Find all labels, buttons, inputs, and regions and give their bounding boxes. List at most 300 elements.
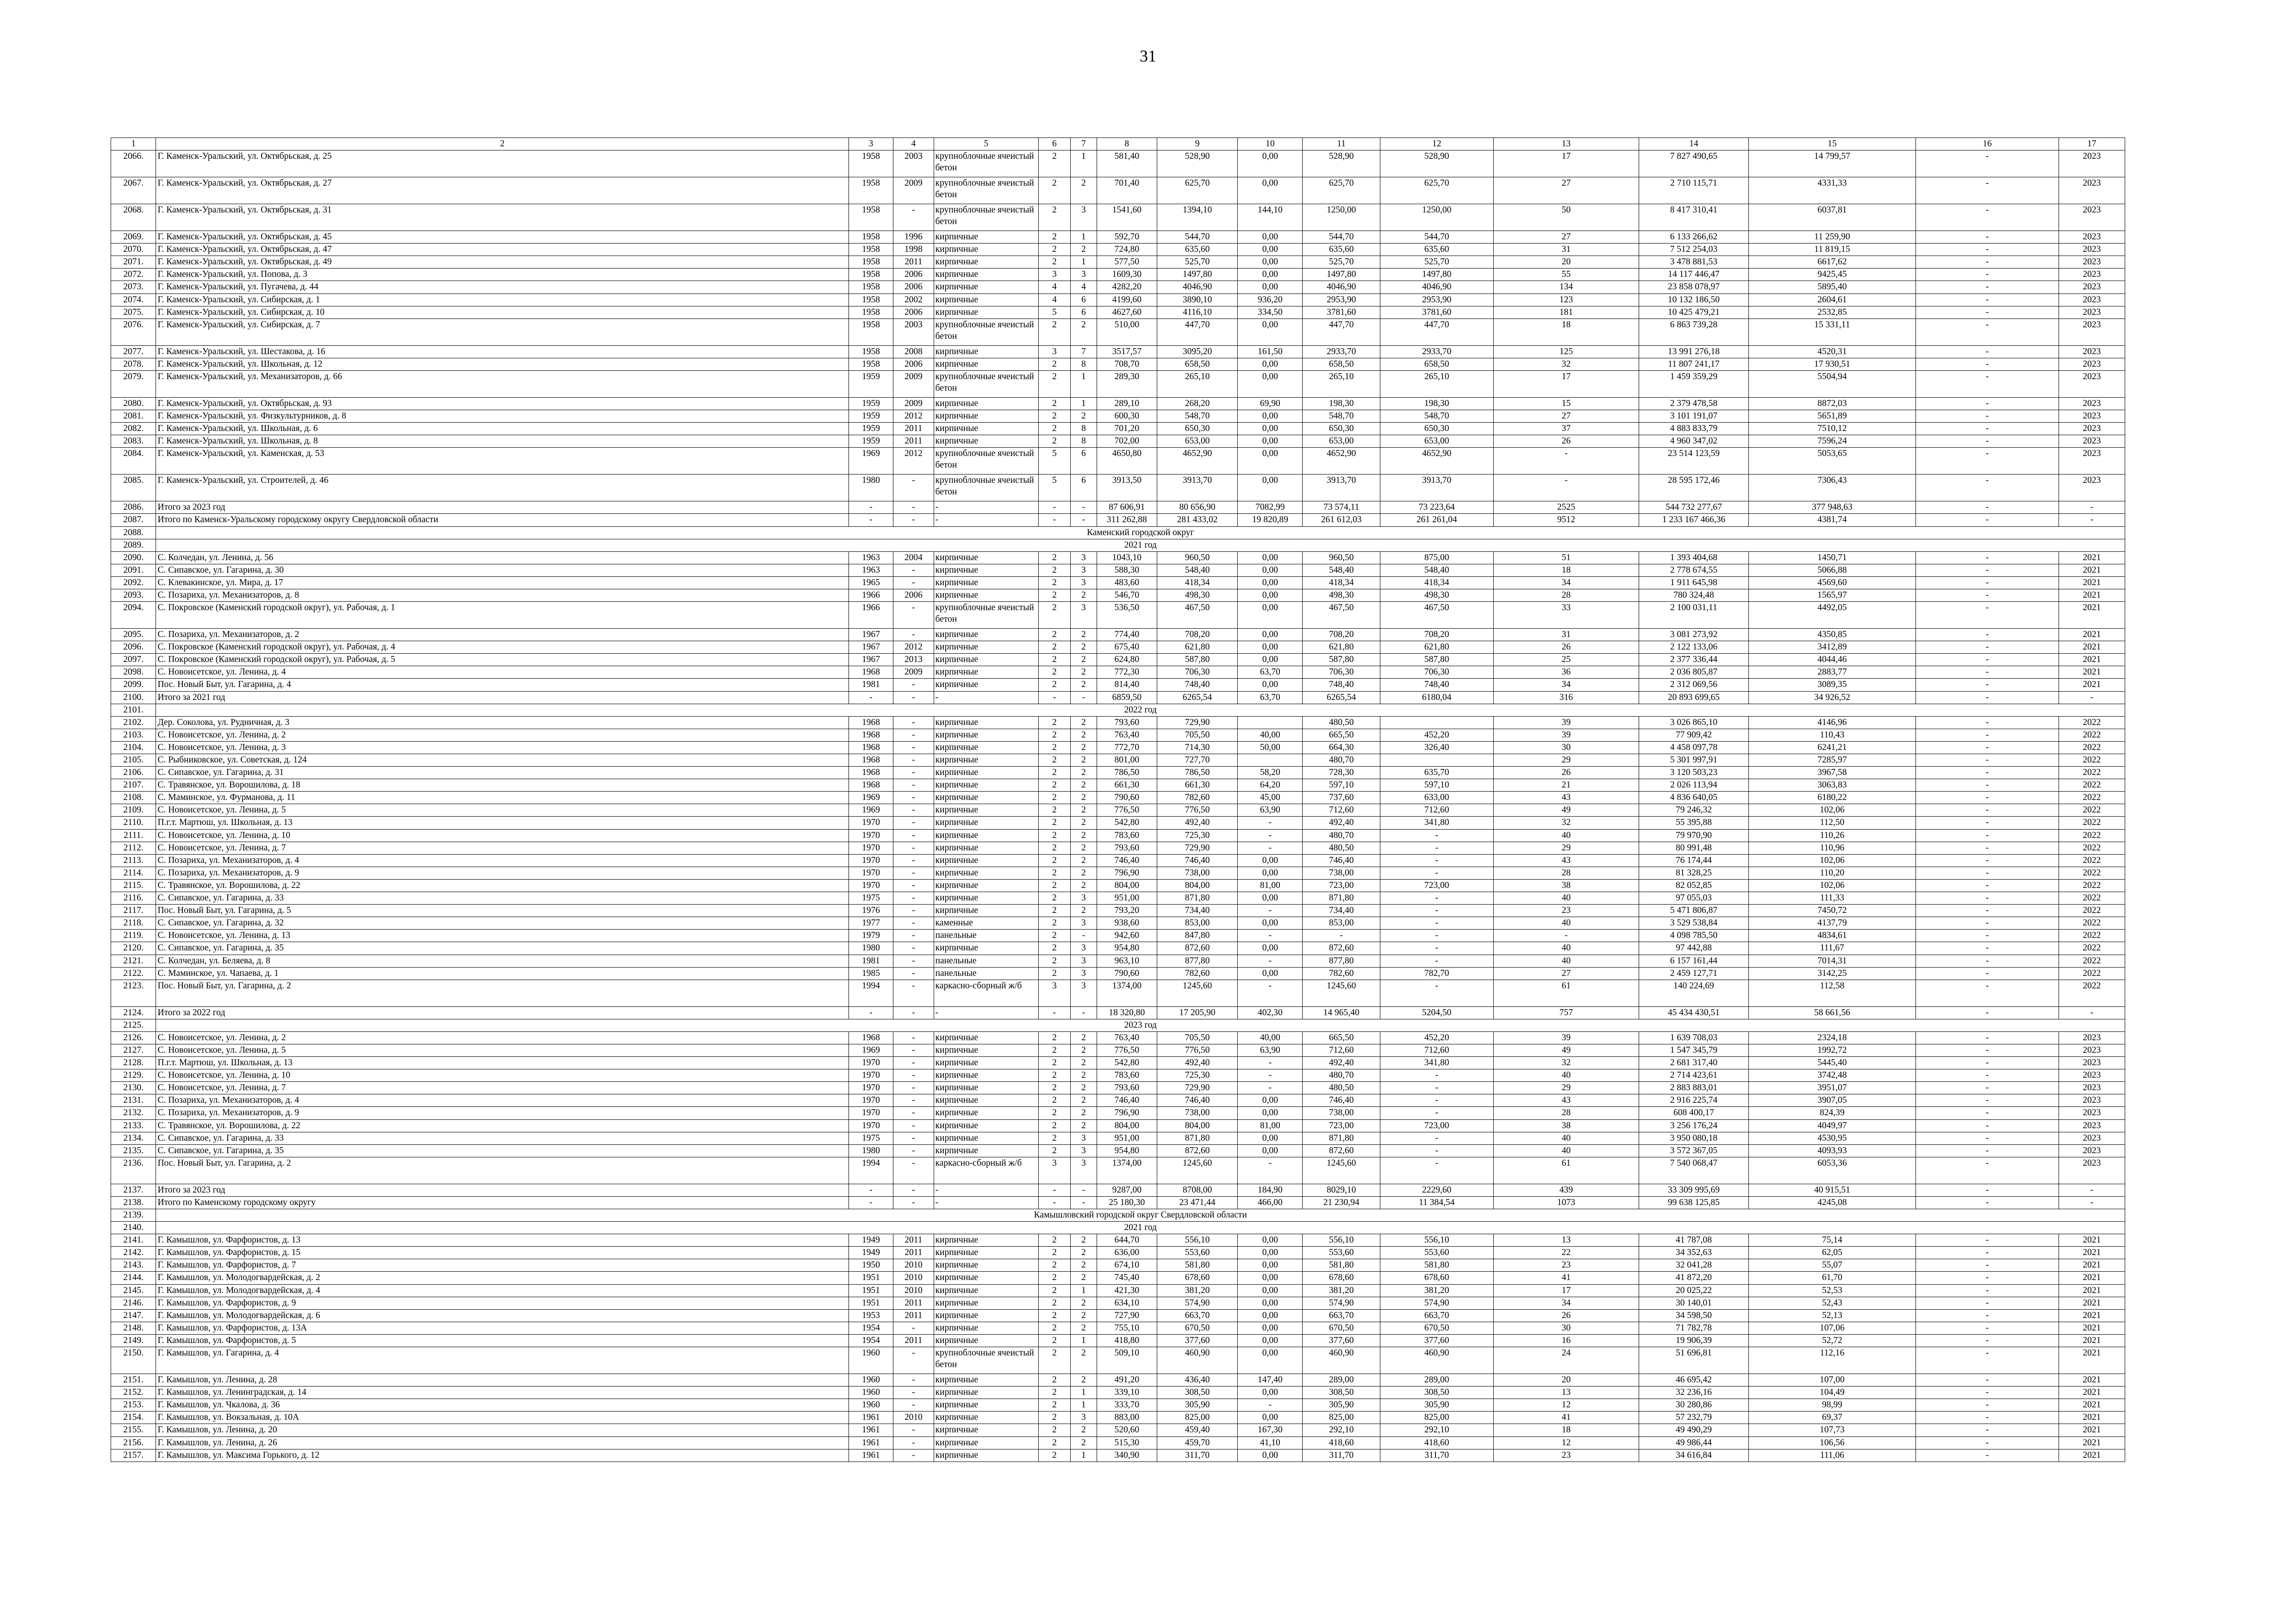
table-cell: 0,00 [1238,244,1303,256]
table-row [111,905,2125,917]
table-cell: 24 [1493,1347,1639,1374]
table-cell: 1951 [849,1284,893,1297]
table-cell: 2 [1070,867,1097,879]
table-cell: 4652,90 [1303,448,1380,475]
table-cell: 804,00 [1157,1119,1238,1132]
table-cell: 528,90 [1303,150,1380,177]
table-cell: 2 [1038,1387,1070,1399]
table-cell: - [893,729,934,741]
table-cell: 1969 [849,448,893,475]
table-cell: 377,60 [1303,1334,1380,1347]
table-cell: 2023 [2059,345,2125,358]
table-cell: 2021 [2059,1399,2125,1412]
table-cell: 4530,95 [1748,1132,1915,1144]
row-number: 2071. [111,256,156,269]
table-cell: 1969 [849,804,893,817]
table-cell: 1966 [849,589,893,601]
table-cell: кирпичные [934,1259,1038,1272]
table-cell: - [1380,1157,1493,1184]
row-number: 2080. [111,397,156,410]
table-cell: 102,06 [1748,804,1915,817]
table-cell: 1968 [849,741,893,754]
table-cell: 2023 [2059,358,2125,370]
row-number: 2076. [111,319,156,345]
table-cell: 872,60 [1157,1144,1238,1157]
table-cell: 4652,90 [1157,448,1238,475]
table-cell: - [893,1387,934,1399]
table-cell: 678,60 [1157,1272,1238,1284]
table-cell: 528,90 [1380,150,1493,177]
table-cell: 3 529 538,84 [1639,917,1749,930]
table-cell: 4199,60 [1097,294,1157,306]
table-cell: 2 [1070,879,1097,892]
table-cell: 0,00 [1238,358,1303,370]
table-cell: - [1038,501,1070,514]
table-cell: 2021 [2059,1374,2125,1387]
table-row [111,1006,2125,1019]
table-cell: 1450,71 [1748,551,1915,564]
table-cell: кирпичные [934,679,1038,691]
table-cell: 16 [1493,1334,1639,1347]
table-cell: 1961 [849,1437,893,1449]
table-cell: 2 [1038,867,1070,879]
table-cell: 2 714 423,61 [1639,1069,1749,1082]
table-cell: 723,00 [1303,879,1380,892]
table-cell: 28 595 172,46 [1639,475,1749,501]
table-cell: 123 [1493,294,1639,306]
address-cell: С. Колчедан, ул. Ленина, д. 56 [156,551,849,564]
row-number: 2104. [111,741,156,754]
table-cell: 748,40 [1157,679,1238,691]
table-cell: 4627,60 [1097,306,1157,319]
table-row [111,501,2125,514]
table-cell: 447,70 [1303,319,1380,345]
table-cell: 2022 [2059,879,2125,892]
table-cell: 55 395,88 [1639,817,1749,829]
table-cell: 2 [1038,641,1070,654]
address-cell: Г. Каменск-Уральский, ул. Механизаторов, д. 66 [156,370,849,397]
row-number: 2149. [111,1334,156,1347]
table-cell: кирпичные [934,1387,1038,1399]
table-cell: панельные [934,967,1038,980]
address-cell: Г. Камышлов, ул. Фарфористов, д. 5 [156,1334,849,1347]
table-cell: 1975 [849,1132,893,1144]
address-cell: Г. Камышлов, ул. Максима Горького, д. 12 [156,1449,849,1462]
table-cell: 58 661,56 [1748,1006,1915,1019]
table-cell: 2011 [893,1334,934,1347]
table-cell: 2021 [2059,654,2125,666]
table-cell: 38 [1493,879,1639,892]
table-cell: крупноблочные ячеистый бетон [934,319,1038,345]
table-cell: - [1916,435,2059,448]
table-cell: 2 [1038,917,1070,930]
address-cell: Пос. Новый Быт, ул. Гагарина, д. 2 [156,980,849,1006]
table-row [111,980,2125,1006]
table-cell: 772,70 [1097,741,1157,754]
table-cell: - [1916,1247,2059,1259]
table-cell: кирпичные [934,281,1038,294]
table-cell: 18 [1493,319,1639,345]
table-cell: 26 [1493,1309,1639,1322]
row-number: 2133. [111,1119,156,1132]
table-cell: - [893,1144,934,1157]
table-cell: кирпичные [934,589,1038,601]
table-cell: кирпичные [934,1057,1038,1069]
table-cell: - [1916,358,2059,370]
table-cell: - [1916,1132,2059,1144]
table-cell: 746,40 [1097,854,1157,867]
table-cell [1238,716,1303,729]
table-cell: 1958 [849,231,893,244]
table-cell: 2 [1070,854,1097,867]
table-cell: 2 [1070,905,1097,917]
table-cell: - [1916,269,2059,281]
address-cell: Г. Камышлов, ул. Чкалова, д. 36 [156,1399,849,1412]
table-cell: 847,80 [1157,930,1238,942]
table-cell: 0,00 [1238,854,1303,867]
table-cell: - [1916,1144,2059,1157]
table-cell: 2 [1038,817,1070,829]
table-cell: 52,72 [1748,1334,1915,1347]
table-cell: 421,30 [1097,1284,1157,1297]
table-cell: 2 [1070,666,1097,679]
table-cell: 7014,31 [1748,955,1915,967]
address-cell: С. Новоисетское, ул. Ленина, д. 2 [156,1031,849,1044]
address-cell: С. Новоисетское, ул. Ленина, д. 2 [156,729,849,741]
table-cell: 665,50 [1303,1031,1380,1044]
table-cell: - [1380,854,1493,867]
table-cell: 3913,70 [1157,475,1238,501]
address-cell: С. Новоисетское, ул. Ленина, д. 10 [156,1069,849,1082]
row-number: 2153. [111,1399,156,1412]
table-cell: 0,00 [1238,576,1303,589]
table-cell: 39 [1493,716,1639,729]
table-cell: 625,70 [1157,177,1238,204]
table-cell: 289,00 [1380,1374,1493,1387]
table-cell: - [1916,779,2059,792]
table-cell: - [1380,1132,1493,1144]
table-cell: 460,90 [1380,1347,1493,1374]
table-row [111,319,2125,345]
table-cell: 2 [1038,1044,1070,1056]
table-cell: 3 [1070,576,1097,589]
table-row [111,1044,2125,1056]
table-cell: 712,60 [1303,1044,1380,1056]
table-cell: 2 312 069,56 [1639,679,1749,691]
table-cell: - [893,842,934,854]
table-cell: 87 606,91 [1097,501,1157,514]
row-number: 2131. [111,1094,156,1107]
table-cell: 41 872,20 [1639,1272,1749,1284]
table-cell: 0,00 [1238,1132,1303,1144]
table-cell: кирпичные [934,629,1038,641]
table-cell: 3781,60 [1380,306,1493,319]
table-cell: - [1916,319,2059,345]
table-cell: кирпичные [934,1031,1038,1044]
table-cell: 3 [1070,1144,1097,1157]
address-cell: Пос. Новый Быт, ул. Гагарина, д. 4 [156,679,849,691]
table-cell: 6617,62 [1748,256,1915,269]
table-cell: 27 [1493,967,1639,980]
row-number: 2136. [111,1157,156,1184]
table-cell: 30 [1493,741,1639,754]
table-row [111,1094,2125,1107]
table-cell: 4044,46 [1748,654,1915,666]
table-cell: 1970 [849,1069,893,1082]
table-cell: 2 [1038,905,1070,917]
table-cell: 525,70 [1157,256,1238,269]
table-cell: 63,90 [1238,1044,1303,1056]
row-number: 2135. [111,1144,156,1157]
table-cell: - [1238,1157,1303,1184]
table-row [111,1412,2125,1424]
table-cell: кирпичные [934,854,1038,867]
row-number: 2101. [111,704,156,716]
table-cell: 2 [1038,1247,1070,1259]
table-cell: 951,00 [1097,892,1157,905]
table-cell: 553,60 [1157,1247,1238,1259]
table-cell: 0,00 [1238,867,1303,879]
table-row [111,1247,2125,1259]
table-cell: 825,00 [1157,1412,1238,1424]
table-cell: 80 991,48 [1639,842,1749,854]
table-cell: 663,70 [1303,1309,1380,1322]
row-number: 2141. [111,1234,156,1247]
table-cell: 492,40 [1157,817,1238,829]
row-number: 2073. [111,281,156,294]
address-cell: С. Позариха, ул. Механизаторов, д. 9 [156,867,849,879]
table-cell: 2 [1038,1322,1070,1334]
table-cell: кирпичные [934,1272,1038,1284]
table-cell: 2 [1070,779,1097,792]
table-cell: 3 [1070,892,1097,905]
table-cell: 0,00 [1238,423,1303,435]
table-cell: 738,00 [1303,867,1380,879]
table-cell: - [893,804,934,817]
table-cell: - [1916,1284,2059,1297]
table-cell: - [893,1006,934,1019]
table-cell: 2 [1038,679,1070,691]
table-cell: кирпичные [934,345,1038,358]
table-cell: - [893,1031,934,1044]
row-number: 2095. [111,629,156,641]
row-number: 2138. [111,1196,156,1209]
table-cell: 7082,99 [1238,501,1303,514]
table-row [111,514,2125,526]
table-cell: 2 [1038,792,1070,804]
table-cell: 801,00 [1097,754,1157,767]
table-cell: 341,80 [1380,1057,1493,1069]
table-cell: 3 120 503,23 [1639,767,1749,779]
table-cell: 40,00 [1238,1031,1303,1044]
table-cell: 181 [1493,306,1639,319]
table-cell: 776,50 [1157,804,1238,817]
table-cell: 783,60 [1097,1069,1157,1082]
table-cell: кирпичные [934,1437,1038,1449]
table-cell: кирпичные [934,1119,1038,1132]
table-cell: 1961 [849,1412,893,1424]
table-cell: 340,90 [1097,1449,1157,1462]
table-cell: 745,40 [1097,1272,1157,1284]
table-cell: 2 [1038,729,1070,741]
row-number: 2150. [111,1347,156,1374]
table-cell: 14 117 446,47 [1639,269,1749,281]
table-cell: 9512 [1493,514,1639,526]
table-cell: 0,00 [1238,1234,1303,1247]
table-cell: 2 [1070,1272,1097,1284]
table-cell: 588,30 [1097,564,1157,576]
table-cell: 2 [1038,551,1070,564]
address-cell: С. Травянское, ул. Ворошилова, д. 22 [156,1119,849,1132]
table-cell: 6 [1070,294,1097,306]
table-cell: 2 [1070,641,1097,654]
table-cell: - [893,576,934,589]
table-cell: 1 [1070,150,1097,177]
table-cell: 2010 [893,1272,934,1284]
table-cell: кирпичные [934,244,1038,256]
address-cell: Г. Камышлов, ул. Ленинградская, д. 14 [156,1387,849,1399]
table-cell: 1497,80 [1380,269,1493,281]
column-header: 12 [1380,138,1493,150]
table-row [111,1144,2125,1157]
table-cell: 661,30 [1157,779,1238,792]
address-cell: С. Позариха, ул. Механизаторов, д. 9 [156,1107,849,1119]
table-cell: - [893,905,934,917]
table-cell: 793,60 [1097,842,1157,854]
table-cell: 2011 [893,435,934,448]
column-header: 11 [1303,138,1380,150]
table-cell: 32 [1493,358,1639,370]
address-cell: С. Сипавское, ул. Гагарина, д. 30 [156,564,849,576]
table-row [111,854,2125,867]
address-cell: Г. Каменск-Уральский, ул. Попова, д. 3 [156,269,849,281]
table-cell: 2 [1038,435,1070,448]
row-number: 2120. [111,942,156,955]
table-cell: 2021 [2059,1272,2125,1284]
table-cell: - [1916,1057,2059,1069]
table-cell: 774,40 [1097,629,1157,641]
table-cell: 2022 [2059,942,2125,955]
table-cell: 1541,60 [1097,204,1157,231]
table-row [111,1031,2125,1044]
table-cell: 705,50 [1157,1031,1238,1044]
table-cell: 2010 [893,1412,934,1424]
table-cell: 670,50 [1303,1322,1380,1334]
table-cell: 30 140,01 [1639,1297,1749,1309]
table-cell: 653,00 [1157,435,1238,448]
table-cell: 1609,30 [1097,269,1157,281]
row-number: 2142. [111,1247,156,1259]
table-cell: 3742,48 [1748,1069,1915,1082]
table-cell: 2 [1038,1272,1070,1284]
table-cell: 738,00 [1157,1107,1238,1119]
table-cell: - [893,1374,934,1387]
table-cell: 3 [1070,1132,1097,1144]
table-cell: 498,30 [1380,589,1493,601]
table-row [111,741,2125,754]
table-cell: 32 [1493,817,1639,829]
table-cell: 2 710 115,71 [1639,177,1749,204]
table-cell: - [893,892,934,905]
table-cell: 436,40 [1157,1374,1238,1387]
table-cell: 13 [1493,1387,1639,1399]
table-row [111,679,2125,691]
address-cell: Пос. Новый Быт, ул. Гагарина, д. 2 [156,1157,849,1184]
table-cell: - [934,1184,1038,1196]
table-cell: - [1916,1297,2059,1309]
table-cell: 6859,50 [1097,691,1157,704]
table-cell: 2021 [2059,1347,2125,1374]
table-cell: 0,00 [1238,435,1303,448]
table-cell: 107,73 [1748,1424,1915,1437]
address-cell: Г. Каменск-Уральский, ул. Октябрьская, д. 45 [156,231,849,244]
table-cell: - [1916,679,2059,691]
table-cell: 0,00 [1238,1144,1303,1157]
table-row [111,842,2125,854]
table-cell: 339,10 [1097,1387,1157,1399]
table-cell: 1 [1070,256,1097,269]
table-cell: - [893,1119,934,1132]
table-cell: - [1916,1424,2059,1437]
table-cell: 548,70 [1380,410,1493,423]
table-cell: 875,00 [1380,551,1493,564]
row-number: 2124. [111,1006,156,1019]
table-row [111,1334,2125,1347]
table-cell: 4093,93 [1748,1144,1915,1157]
table-cell: 5204,50 [1380,1006,1493,1019]
table-cell: 727,70 [1157,754,1238,767]
table-cell: 1976 [849,905,893,917]
table-cell: 2021 [2059,1234,2125,1247]
table-cell: 5651,89 [1748,410,1915,423]
table-cell: 40 [1493,892,1639,905]
table-cell: - [1070,1196,1097,1209]
table-cell: кирпичные [934,942,1038,955]
row-number: 2087. [111,514,156,526]
table-cell: 7 512 254,03 [1639,244,1749,256]
table-cell: 76 174,44 [1639,854,1749,867]
table-cell: - [1916,1347,2059,1374]
address-cell: С. Сипавское, ул. Гагарина, д. 33 [156,892,849,905]
table-cell: 3517,57 [1097,345,1157,358]
table-row [111,1424,2125,1437]
table-cell: 4834,61 [1748,930,1915,942]
table-cell: - [1916,1082,2059,1094]
table-cell: 492,40 [1157,1057,1238,1069]
table-cell: 712,60 [1303,804,1380,817]
table-cell: - [1070,514,1097,526]
table-cell: 2 [1070,629,1097,641]
table-row [111,754,2125,767]
table-cell: - [1916,980,2059,1006]
table-cell: 2953,90 [1303,294,1380,306]
table-cell: 9287,00 [1097,1184,1157,1196]
table-row [111,967,2125,980]
address-cell: Г. Камышлов, ул. Фарфористов, д. 13 [156,1234,849,1247]
table-cell: 1970 [849,829,893,842]
table-row [111,150,2125,177]
table-cell: кирпичные [934,1309,1038,1322]
table-cell: 1968 [849,716,893,729]
table-cell: - [1916,741,2059,754]
row-number: 2118. [111,917,156,930]
table-cell: - [1070,930,1097,942]
table-cell: 1958 [849,319,893,345]
table-cell: 951,00 [1097,1132,1157,1144]
table-cell: 1958 [849,281,893,294]
table-cell: 377,60 [1380,1334,1493,1347]
table-cell: 2010 [893,1284,934,1297]
